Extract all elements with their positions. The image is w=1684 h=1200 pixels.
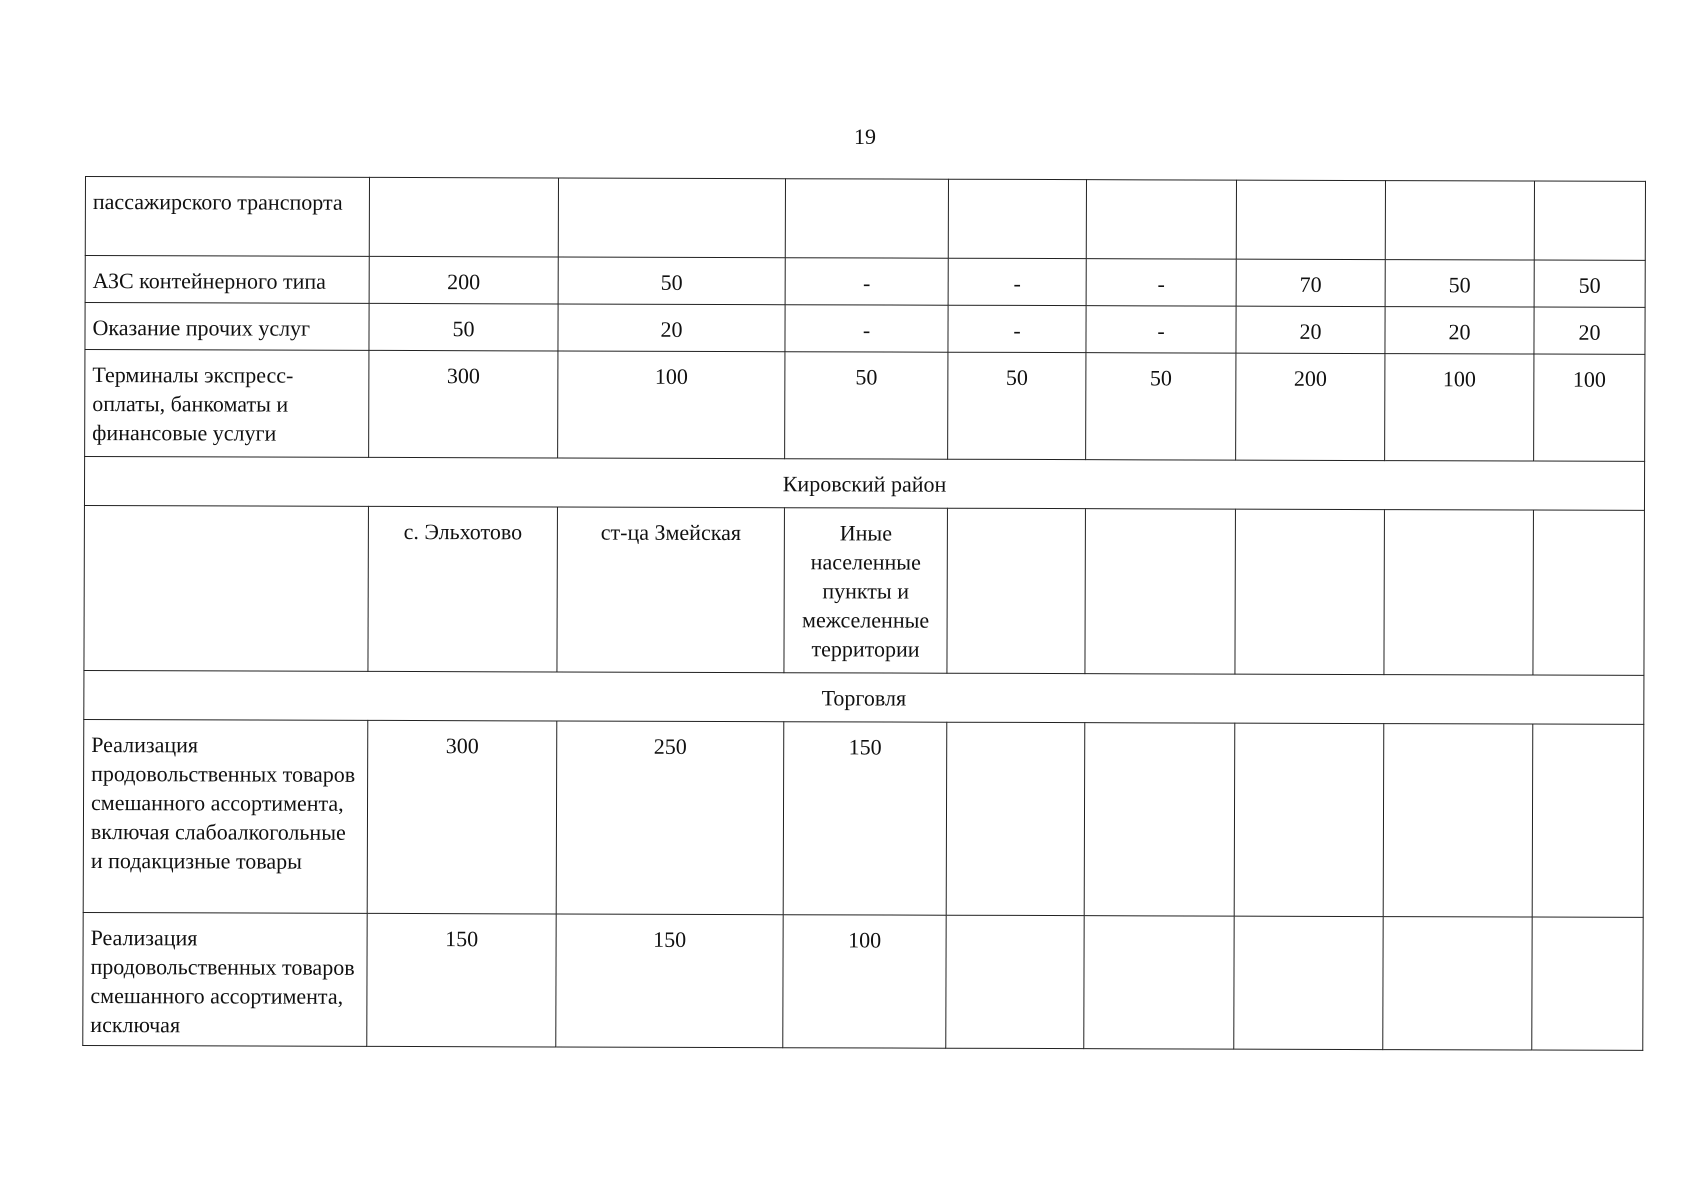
table-cell: 50 <box>1086 353 1236 460</box>
table-cell: 300 <box>369 350 558 458</box>
table-cell <box>369 177 558 257</box>
table-cell <box>1532 724 1644 917</box>
table-row-terminals <box>85 350 1645 462</box>
table-cell <box>1234 916 1383 1049</box>
table-cell <box>558 178 785 258</box>
column-header-locality: Иные населенные пункты и межселенные территории <box>784 508 948 674</box>
table-cell: 50 <box>948 352 1086 459</box>
table-cell <box>1084 723 1235 916</box>
table-cell: 50 <box>785 352 948 460</box>
table-row-transport <box>85 177 1645 261</box>
table-cell: 300 <box>367 720 557 914</box>
table-cell <box>1235 509 1385 674</box>
district-heading: Кировский район <box>84 457 1644 511</box>
table-row-trade-heading <box>84 670 1644 724</box>
table-cell <box>1384 510 1534 675</box>
table-cell <box>1234 723 1384 916</box>
table-cell <box>1383 724 1533 917</box>
column-header-locality: с. Эльхотово <box>368 506 558 672</box>
table-cell <box>1534 181 1645 260</box>
table-cell <box>1236 180 1385 259</box>
table-row-district-heading <box>84 457 1644 511</box>
table-cell: 50 <box>1534 260 1645 307</box>
table-row-realization-excl <box>83 912 1643 1050</box>
table-cell <box>785 179 948 259</box>
table-row-other-services <box>85 303 1645 355</box>
table-cell: 200 <box>369 256 558 304</box>
table-cell: 100 <box>1385 354 1534 461</box>
table-row-localities <box>84 505 1645 675</box>
table-cell <box>1383 917 1532 1050</box>
table-cell <box>1084 916 1234 1049</box>
table-cell <box>946 722 1085 915</box>
table-row-azs <box>85 256 1645 308</box>
table-cell <box>1085 509 1236 674</box>
table-cell: 150 <box>783 722 947 916</box>
table-cell <box>1086 180 1236 259</box>
table-cell <box>948 179 1086 258</box>
table-cell: - <box>948 305 1086 352</box>
table-cell <box>1533 510 1645 675</box>
data-table <box>82 176 1646 1051</box>
table-cell: 50 <box>369 303 558 351</box>
table-cell: - <box>948 258 1086 305</box>
table-cell <box>84 505 369 671</box>
table-cell: - <box>785 258 948 306</box>
column-header-locality: ст-ца Змейская <box>557 507 785 673</box>
table-cell <box>947 508 1086 673</box>
table-cell: 20 <box>1236 306 1385 353</box>
table-cell: 50 <box>558 257 785 305</box>
table-cell: - <box>1086 306 1236 353</box>
table-row-realization-incl <box>83 719 1644 917</box>
table-cell <box>1385 181 1534 260</box>
table-cell: - <box>1086 259 1236 306</box>
table-cell: 20 <box>558 304 785 352</box>
row-label: Реализация продовольственных товаров смешанного ассортимента, включая слабоалкогольные и подакцизные товары <box>83 719 368 913</box>
trade-heading: Торговля <box>84 670 1644 724</box>
table-cell: 70 <box>1236 259 1385 306</box>
table-cell: - <box>785 305 948 353</box>
table-cell: 250 <box>556 721 784 915</box>
row-label: АЗС контейнерного типа <box>85 256 369 304</box>
table-cell <box>946 915 1084 1048</box>
table-cell: 100 <box>783 915 946 1049</box>
table-cell: 200 <box>1236 353 1385 460</box>
table-cell: 20 <box>1534 307 1645 354</box>
table-cell: 100 <box>558 351 785 459</box>
row-label: Терминалы экспресс-оплаты, банкоматы и финансовые услуги <box>85 350 369 458</box>
row-label: Реализация продовольственных товаров смешанного ассортимента, исключая <box>83 912 367 1046</box>
row-label: Оказание прочих услуг <box>85 303 369 351</box>
table-cell: 100 <box>1534 354 1645 461</box>
table-cell: 150 <box>367 913 556 1047</box>
page-number: 19 <box>854 124 876 149</box>
table-cell: 20 <box>1385 307 1534 354</box>
row-label: пассажирского транспорта <box>85 177 369 257</box>
table-cell: 50 <box>1385 260 1534 307</box>
table-cell: 150 <box>556 914 783 1048</box>
table-cell <box>1532 917 1643 1050</box>
